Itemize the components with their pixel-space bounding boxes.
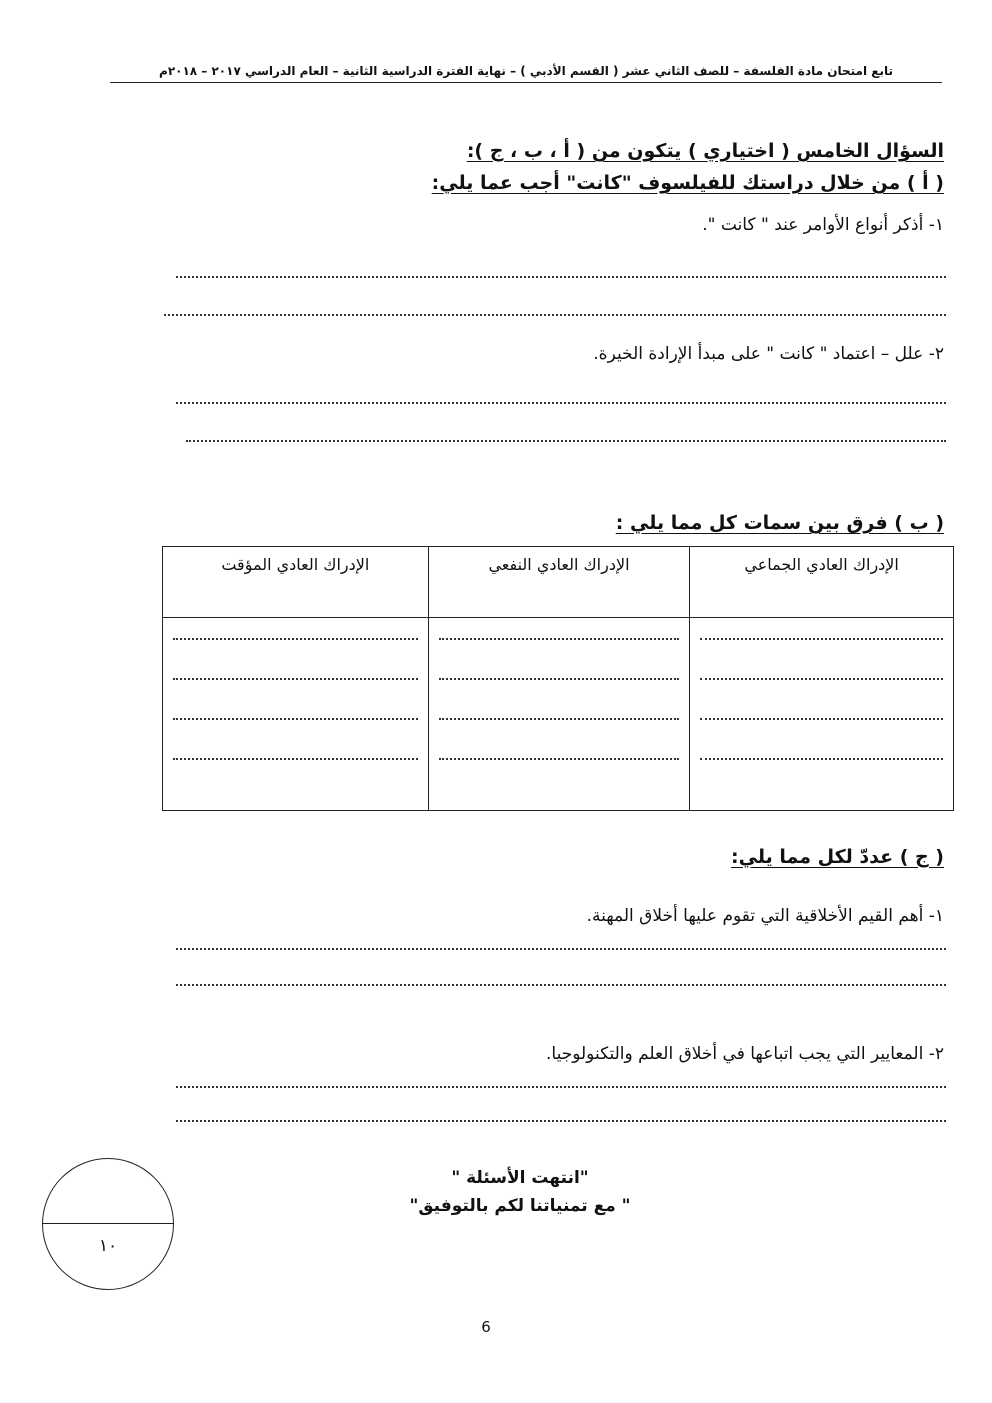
part-c-item-1: ١- أهم القيم الأخلاقية التي تقوم عليها أخلاق المهنة.	[586, 906, 944, 926]
part-b-title: ( ب ) فرق بين سمات كل مما يلي :	[615, 512, 944, 534]
answer-cell-utilitarian[interactable]	[428, 618, 690, 811]
answer-cell-temporary[interactable]	[163, 618, 429, 811]
answer-cell-collective[interactable]	[690, 618, 954, 811]
answer-line[interactable]	[176, 984, 946, 986]
table-header-row	[163, 547, 954, 618]
answer-line[interactable]	[176, 1120, 946, 1122]
answer-line[interactable]	[164, 314, 946, 316]
table-row	[163, 618, 954, 811]
column-header-temporary: الإدراك العادي المؤقت	[163, 547, 429, 618]
score-divider	[42, 1223, 174, 1224]
part-a-item-2: ٢- علل – اعتماد " كانت " على مبدأ الإرادة الخيرة.	[593, 344, 944, 364]
score-circle	[42, 1158, 174, 1290]
closing-line-2: " مع تمنياتنا لكم بالتوفيق"	[409, 1196, 631, 1216]
part-c-item-2: ٢- المعايير التي يجب اتباعها في أخلاق العلم والتكنولوجيا.	[545, 1044, 944, 1064]
question-title: السؤال الخامس ( اختياري ) يتكون من ( أ ، ب ، ج ):	[466, 140, 944, 162]
score-total: ١٠	[98, 1236, 118, 1256]
answer-line[interactable]	[176, 948, 946, 950]
page-header: تابع امتحان مادة الفلسفة – للصف الثاني عشر ( القسم الأدبي ) – نهاية الفترة الدراسية الثانية – العام الدراسي ٢٠١٧ – ٢٠١٨م	[110, 64, 942, 83]
closing-line-1: "انتهت الأسئلة "	[451, 1168, 589, 1188]
part-c-title: ( ج ) عددّ لكل مما يلي:	[731, 846, 944, 868]
page-number: 6	[481, 1318, 491, 1336]
answer-line[interactable]	[186, 440, 946, 442]
part-a-title: ( أ ) من خلال دراستك للفيلسوف "كانت" أجب عما يلي:	[431, 172, 944, 194]
column-header-collective: الإدراك العادي الجماعي	[690, 547, 954, 618]
answer-line[interactable]	[176, 402, 946, 404]
column-header-utilitarian: الإدراك العادي النفعي	[428, 547, 690, 618]
answer-line[interactable]	[176, 276, 946, 278]
part-a-item-1: ١- أذكر أنواع الأوامر عند " كانت ".	[702, 215, 944, 235]
traits-table	[162, 546, 954, 811]
answer-line[interactable]	[176, 1086, 946, 1088]
